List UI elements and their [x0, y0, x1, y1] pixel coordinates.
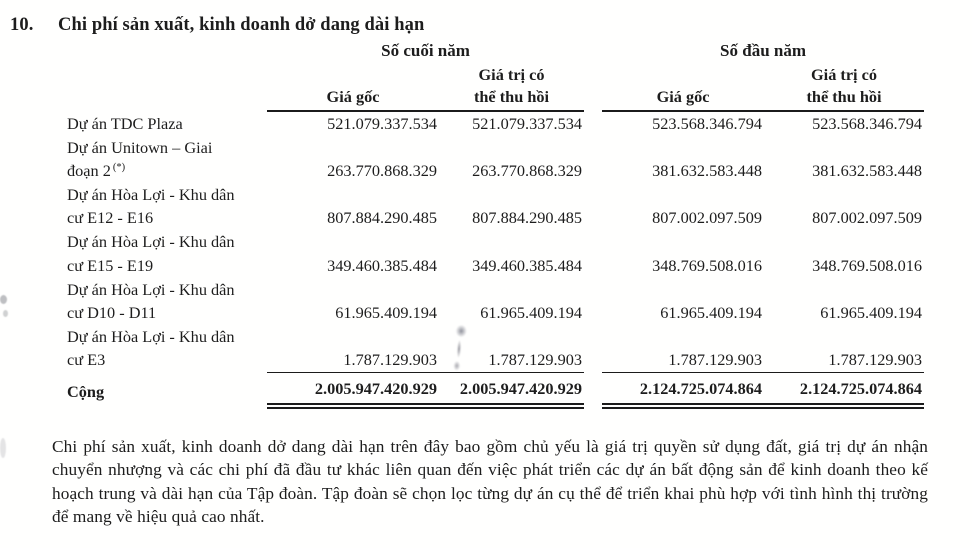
label-column-spacer	[66, 41, 267, 64]
project-name-cell	[66, 230, 267, 277]
value-cell: 807.884.290.485	[472, 208, 583, 228]
col-header-text: Giá gốc	[656, 86, 710, 106]
total-row	[66, 372, 924, 406]
value-cell: 1.787.129.903	[602, 325, 764, 372]
table-row	[66, 230, 924, 277]
value-cell: 1.787.129.903	[439, 325, 584, 372]
table-row	[66, 278, 924, 325]
table-body	[66, 111, 924, 406]
value-cell: 381.632.583.448	[812, 160, 923, 180]
col-header-cost-end	[267, 64, 439, 111]
section-title: Chi phí sản xuất, kinh doanh dở dang dài hạn	[58, 15, 425, 35]
value-cell: 61.965.409.194	[660, 302, 763, 322]
project-name-line: Dự án Hòa Lợi - Khu dân	[67, 326, 235, 346]
column-gap	[584, 278, 602, 325]
project-name-line: cư D10 - D11	[67, 302, 157, 322]
label-column-spacer	[66, 64, 267, 111]
value-cell: 349.460.385.484	[327, 255, 437, 275]
col-header-text: thể thu hồi	[473, 86, 550, 106]
project-name-cell	[66, 325, 267, 372]
wip-cost-table	[66, 41, 924, 409]
column-gap	[584, 230, 602, 277]
table-row	[66, 183, 924, 230]
project-name-cell	[66, 183, 267, 230]
value-cell: 521.079.337.534	[327, 113, 437, 133]
project-name-cell	[66, 111, 267, 136]
value-cell: 1.787.129.903	[764, 325, 924, 372]
total-value-cell: 2.124.725.074.864	[764, 372, 924, 406]
total-value-cell: 2.005.947.420.929	[439, 372, 584, 406]
table-row	[66, 325, 924, 372]
ink-smudge-artifact	[448, 321, 472, 376]
column-gap	[584, 183, 602, 230]
col-header-text: thể thu hồi	[806, 86, 882, 106]
value-cell: 521.079.337.534	[472, 113, 583, 133]
project-name-line: Dự án Hòa Lợi - Khu dân	[67, 185, 235, 205]
value-cell: 381.632.583.448	[652, 160, 763, 180]
project-name-line: cư E15 - E19	[67, 255, 154, 275]
value-cell: 263.770.868.329	[327, 160, 437, 180]
project-name-line: cư E3	[67, 350, 106, 370]
group-header-end-of-year: Số cuối năm	[381, 41, 470, 60]
column-header-row	[66, 64, 924, 111]
column-gap	[584, 325, 602, 372]
value-cell: 263.770.868.329	[472, 160, 583, 180]
section-heading	[0, 0, 972, 36]
value-cell: 61.965.409.194	[335, 302, 437, 322]
value-cell: 523.568.346.794	[812, 113, 923, 133]
value-cell: 807.884.290.485	[327, 208, 437, 228]
column-gap	[584, 111, 602, 136]
value-cell: 348.769.508.016	[812, 255, 923, 275]
total-value-cell: 2.005.947.420.929	[267, 372, 439, 406]
project-name-line: cư E12 - E16	[67, 208, 154, 228]
project-name-line: đoạn 2 (*)	[67, 160, 126, 180]
scan-speck-artifact	[0, 295, 7, 304]
project-name-line: Dự án TDC Plaza	[67, 113, 183, 133]
col-header-recoverable-begin	[764, 64, 924, 111]
section-number: 10.	[10, 15, 34, 35]
group-header-beginning-of-year: Số đầu năm	[720, 41, 807, 60]
group-header-row	[66, 41, 924, 64]
footnote-marker: (*)	[112, 161, 126, 173]
col-header-text: Giá trị có	[478, 65, 545, 84]
total-label: Cộng	[67, 381, 105, 401]
value-cell: 61.965.409.194	[820, 302, 923, 322]
table-row	[66, 111, 924, 136]
total-value-cell: 2.124.725.074.864	[602, 372, 764, 406]
column-gap	[584, 136, 602, 183]
note-paragraph: Chi phí sản xuất, kinh doanh dở dang dài hạn trên đây bao gồm chủ yếu là giá trị quyền sử dụng đất, giá trị dự án nhận chuyển nhượng và các chi phí đã đầu tư khác liên quan đến việc phát triển các dự án bất động sản để kinh doanh theo kế hoạch trung và dài hạn của Tập đoàn. Tập đoàn sẽ chọn lọc từng dự án cụ thể để triển khai phù hợp với tình hình thị trường để mang về hiệu quả cao nhất.	[52, 436, 928, 526]
col-header-text: Giá trị có	[811, 65, 878, 84]
project-name-cell	[66, 278, 267, 325]
column-gap	[584, 41, 602, 64]
column-gap	[584, 64, 602, 111]
table-row	[66, 136, 924, 183]
value-cell: 1.787.129.903	[267, 325, 439, 372]
project-name-cell	[66, 136, 267, 183]
value-cell: 349.460.385.484	[472, 255, 583, 275]
project-name-line: Dự án Unitown – Giai	[67, 137, 213, 157]
col-header-recoverable-end	[439, 64, 584, 111]
project-name-line: Dự án Hòa Lợi - Khu dân	[67, 279, 235, 299]
value-cell: 348.769.508.016	[652, 255, 763, 275]
value-cell: 807.002.097.509	[812, 208, 923, 228]
value-cell: 61.965.409.194	[480, 302, 583, 322]
value-cell: 523.568.346.794	[652, 113, 763, 133]
column-gap	[584, 372, 602, 406]
scan-speck-artifact	[3, 310, 8, 317]
value-cell: 807.002.097.509	[652, 208, 763, 228]
col-header-cost-begin	[602, 64, 764, 111]
col-header-text: Giá gốc	[326, 86, 380, 106]
project-name-line: Dự án Hòa Lợi - Khu dân	[67, 232, 235, 252]
scan-speck-artifact	[0, 438, 6, 458]
